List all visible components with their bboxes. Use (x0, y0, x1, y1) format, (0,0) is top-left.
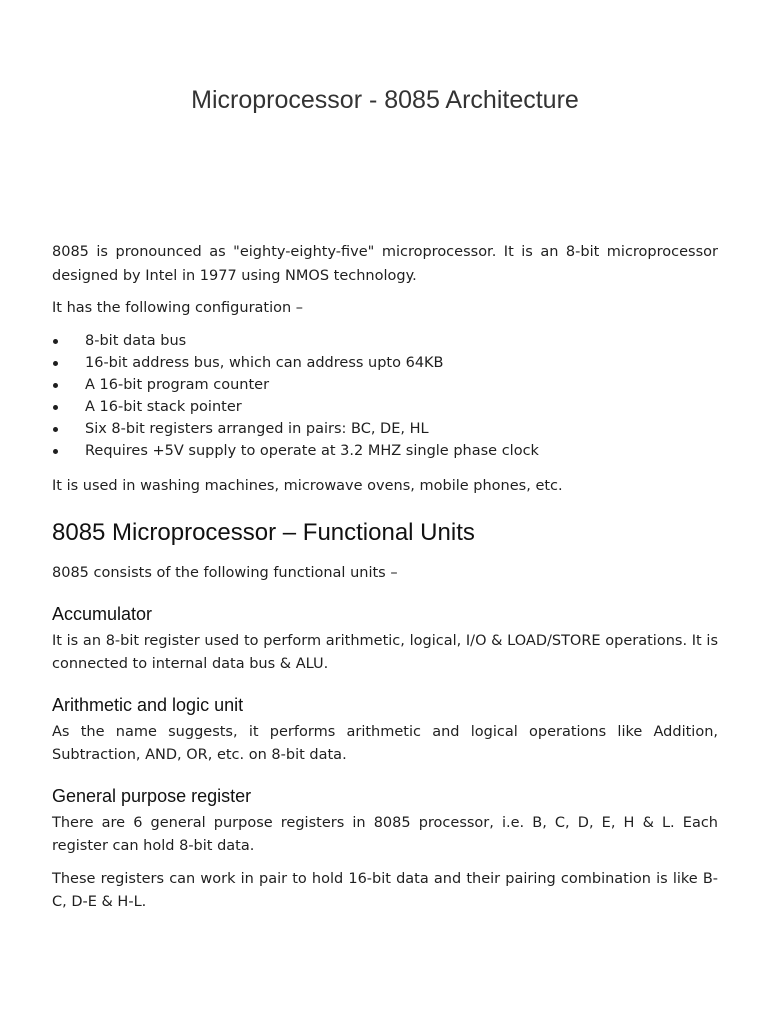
usage-paragraph: It is used in washing machines, microwave ovens, mobile phones, etc. (52, 477, 563, 494)
subheading-general-purpose-register: General purpose register (52, 785, 252, 806)
list-item: A 16-bit stack pointer (85, 396, 718, 418)
list-item: Six 8-bit registers arranged in pairs: BC, DE, HL (85, 418, 718, 440)
configuration-list (52, 330, 718, 462)
list-item: A 16-bit program counter (85, 374, 718, 396)
gpr-paragraph-2: These registers can work in pair to hold 16-bit data and their pairing combination is like B-C, D-E & H-L. (52, 870, 718, 910)
subheading-alu: Arithmetic and logic unit (52, 694, 244, 715)
list-item: Requires +5V supply to operate at 3.2 MHZ single phase clock (85, 440, 718, 462)
subheading-accumulator: Accumulator (52, 603, 153, 624)
alu-paragraph: As the name suggests, it performs arithmetic and logical operations like Addition, Subtraction, AND, OR, etc. on 8-bit data. (52, 723, 718, 763)
list-item: 16-bit address bus, which can address upto 64KB (85, 352, 718, 374)
config-intro-paragraph: It has the following configuration – (52, 300, 304, 316)
gpr-paragraph-1: There are 6 general purpose registers in 8085 processor, i.e. B, C, D, E, H & L. Each register can hold 8-bit data. (52, 814, 718, 854)
page-title: Microprocessor - 8085 Architecture (191, 86, 579, 114)
list-item: 8-bit data bus (85, 330, 718, 352)
section-heading-functional-units: 8085 Microprocessor – Functional Units (52, 519, 475, 546)
accumulator-paragraph: It is an 8-bit register used to perform arithmetic, logical, I/O & LOAD/STORE operations. It is connected to internal data bus & ALU. (52, 632, 718, 672)
document-body (52, 241, 718, 924)
functional-units-intro: 8085 consists of the following functional units – (52, 565, 398, 581)
intro-paragraph: 8085 is pronounced as "eighty-eighty-five" microprocessor. It is an 8-bit microprocessor designed by Intel in 1977 using NMOS technology. (52, 244, 718, 284)
